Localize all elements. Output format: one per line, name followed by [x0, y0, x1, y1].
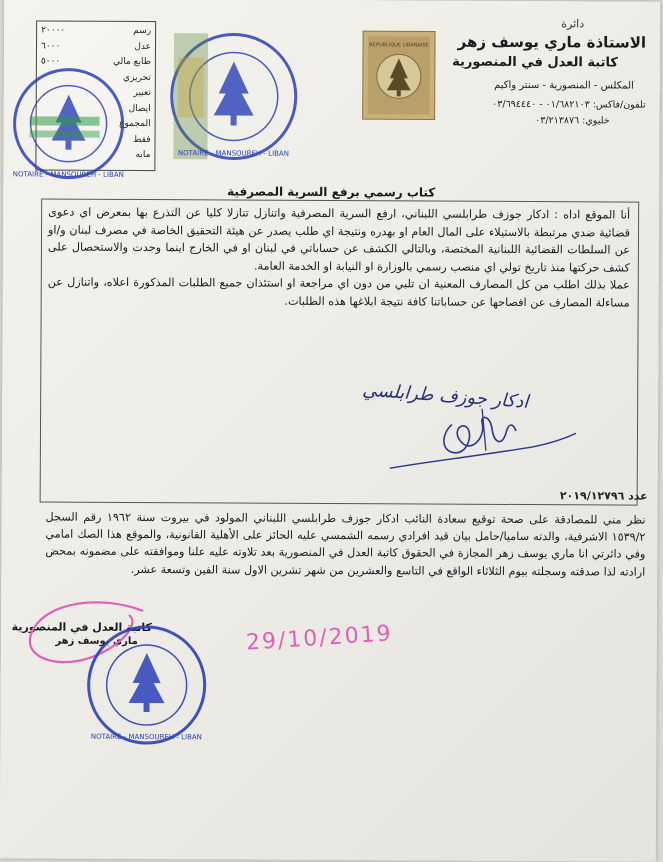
fiscal-stamp-label: REPUBLIQUE LIBANAISE: [369, 42, 429, 49]
fee-value: ٢٠٠٠٠: [41, 25, 66, 36]
fee-row: [37, 41, 155, 55]
stamp-ring-text-center: NOTAIRE - MANSOUREH - LIBAN: [177, 149, 289, 158]
letterhead: [426, 12, 647, 133]
notary-address: المكلس - المنصورية - سنتر واكيم: [494, 79, 634, 92]
fee-value: ٦٠٠٠: [40, 40, 61, 52]
stamp-ring-text-bottom: NOTAIRE - MANSOUREH - LIBAN: [90, 732, 202, 742]
notary-signoff-title: كاتبة العدل في المنصورية: [11, 620, 152, 635]
declaration-paragraph-1: أنا الموقع اداه : ادكار جوزف طرابلسي اللبناني، ارفع السرية المصرفية واتنازل تنازلا كليا عن التذرع بها بمعرض اي دعوى قضائية ضدي مرتبطة بالاستيلاء على المال العام او بهدره ونتيجة اي طلب يصدر عن هيئة التحقيق الخاصة في مصرف لبنان و/او عن السلطات القضائية اللبنانية المختصة، وبالتالي الكشف عن حساباتي في لبنان او في الخارج اينما وجدت والاستحصال على كشف حركتها منذ تاريخ تولي اي منصب رسمي بالوزارة او النيابة او الخدمة العامة.: [47, 205, 631, 275]
fee-label: عدل: [134, 41, 152, 52]
notary-office: كاتبة العدل في المنصورية: [452, 54, 618, 71]
fee-label: تحريري: [123, 72, 151, 83]
letterhead-label: دائرة: [561, 17, 585, 31]
fee-label: تعبير: [133, 87, 151, 99]
fee-row: [37, 25, 155, 39]
declaration-paragraph-2: عملا بذلك اطلب من كل المصارف المعنية ان تلبي من دون اي مراجعة او استئذان جميع الطلبات المذكورة اعلاه، واتنازل عن مساءلة المصارف عن افصاحها عن حساباتنا كافة نتيجة ابلاغها هذه الطلبات.: [47, 275, 630, 310]
fee-value: ٥٠٠٠: [40, 56, 61, 67]
fee-label: المجموع: [119, 118, 151, 130]
document-title: كتاب رسمي برفع السرية المصرفية: [227, 184, 436, 200]
notary-stamp-center: [163, 27, 304, 166]
stamp-ring-text-left: NOTAIRE - MANSOUREH - LIBAN: [12, 170, 124, 179]
fee-label: فقط: [133, 134, 151, 145]
reference-number: عدد ٢٠١٩/١٢٧٩٦: [559, 489, 648, 503]
fee-label: مابه: [135, 149, 151, 161]
signature: [382, 402, 582, 483]
notary-mobile: خليوي: ٠٣/٢١٣٨٧٦: [535, 115, 610, 127]
notary-name: الاستاذة ماري يوسف زهر: [457, 32, 647, 52]
fee-label: رسم: [133, 25, 152, 37]
certification-paragraph: نظر مني للمصادقة على صحة توقيع سعادة النائب ادكار جوزف طرابلسي اللبناني المولود في بيروت سنة ١٩٦٢ رقم السجل ١٥٣٩/٢ الاشرفية، والدته ساميا/حامل بيان قيد افرادي رسمه الشمسي عليه الحائز على الأهلية القانونية، والموقع هذا الصك امامي وفي دائرتي انا ماري يوسف زهر المجازة في الحقوق كاتبة العدل في المنصورية بعد تلاوته عليه علنا وموافقته على مضمونه بمحض ارادته لذا صدقته وسجلته بيوم الثلاثاء الواقع في التاسع والعشرين من شهر تشرين الاول سنة الفين وتسعة عشر.: [45, 510, 646, 579]
notary-signoff-name: ماري يوسف زهر: [55, 635, 138, 647]
notary-stamp-left: [9, 64, 128, 183]
handwritten-name: ادكار جوزف طرابلسي: [361, 379, 530, 413]
notary-stamp-bottom: [82, 621, 211, 750]
fee-label: طابع مالي: [113, 56, 151, 68]
notary-phone: تلفون/فاكس: ٠١/٦٨٢١٠٣ - ٠٣/٦٩٤٤٤٠: [492, 98, 646, 111]
declaration-text: [48, 204, 631, 313]
handwritten-date: 29/10/2019: [245, 621, 394, 656]
fee-label: ايصال: [128, 103, 151, 114]
certification-text: [45, 509, 645, 581]
